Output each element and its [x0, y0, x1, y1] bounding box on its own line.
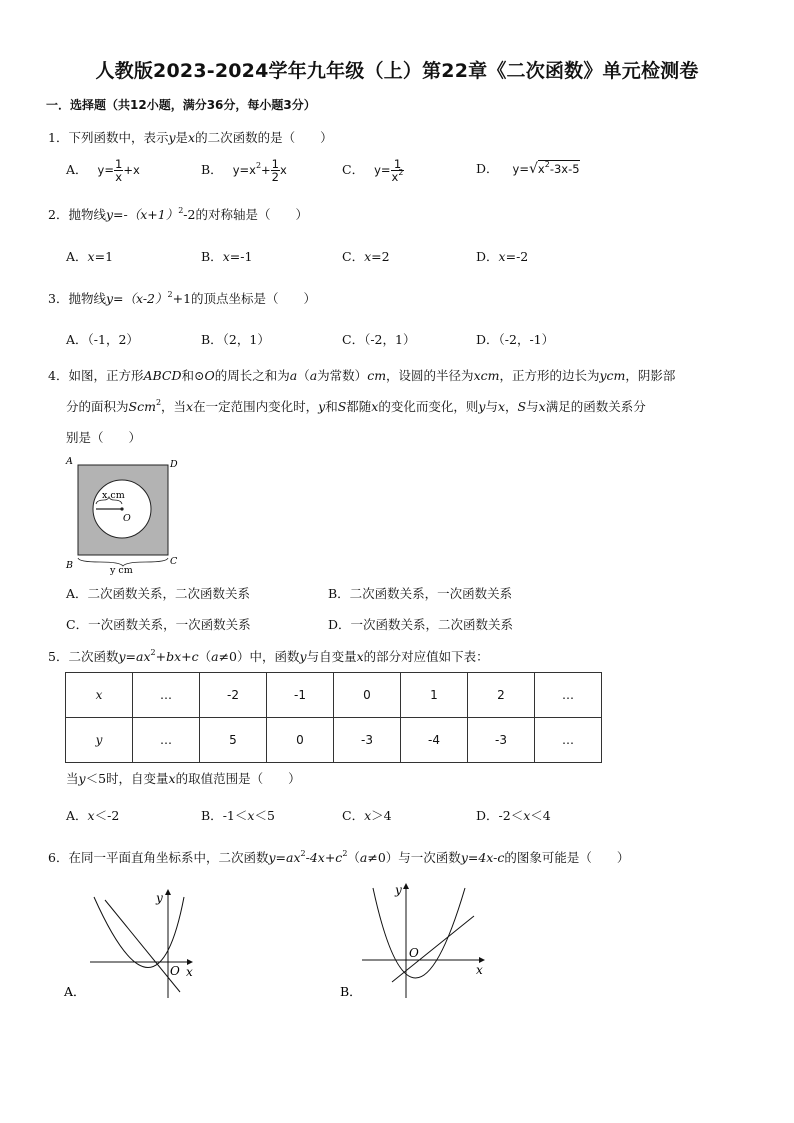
- table-cell: 1: [401, 673, 468, 718]
- graph-b-label: B．: [340, 984, 362, 999]
- vertex-c-label: C: [170, 556, 178, 567]
- parabola-curve: [94, 897, 184, 968]
- graph-a-label: A．: [64, 984, 86, 999]
- question-6-stem: 6．在同一平面直角坐标系中，二次函数$y=ax^2-4x+c^2(a\ne 0)$与一次函数y=4x-c的图象可能是（ ）: [48, 849, 630, 865]
- table-cell: -2: [200, 673, 267, 718]
- table-cell: …: [535, 673, 602, 718]
- vertex-b-label: B: [66, 560, 73, 571]
- side-label: y cm: [110, 565, 133, 576]
- table-cell: y: [66, 718, 133, 763]
- question-4-line-3: 别是（ ）: [66, 430, 142, 445]
- q2-option-b[interactable]: B．x=-1: [201, 249, 253, 264]
- square-circle-figure: [60, 452, 185, 577]
- table-cell: x: [66, 673, 133, 718]
- table-cell: 0: [334, 673, 401, 718]
- q3-option-d[interactable]: D．（-2，-1）: [476, 332, 555, 347]
- x-axis-label: x: [476, 963, 483, 977]
- question-1-stem: 1．下列函数中，表示y是x的二次函数的是（ ）: [48, 130, 333, 145]
- q4-option-b[interactable]: B．二次函数关系，一次函数关系: [328, 586, 513, 601]
- center-label: O: [123, 513, 131, 524]
- table-cell: 5: [200, 718, 267, 763]
- question-5-condition: 当y＜5时，自变量x的取值范围是（ ）: [66, 771, 301, 786]
- q5-option-b[interactable]: B．-1＜x＜5: [201, 808, 275, 823]
- q1-option-a[interactable]: A． y= $\frac{1}{x}$ +x: [66, 157, 140, 184]
- section-heading: 一．选择题（共12小题，满分36分，每小题3分）: [46, 98, 316, 112]
- q4-option-a[interactable]: A．二次函数关系，二次函数关系: [66, 586, 251, 601]
- linear-line: [392, 916, 474, 982]
- y-axis-label: y: [156, 891, 163, 905]
- q2-option-a[interactable]: A．x=1: [66, 249, 114, 264]
- x-axis-label: x: [186, 965, 193, 979]
- q5-option-d[interactable]: D．-2＜x＜4: [476, 808, 551, 823]
- vertex-a-label: A: [66, 456, 73, 467]
- origin-label: O: [170, 964, 180, 978]
- vertex-d-label: D: [170, 459, 178, 470]
- question-4-line-1: 4．如图，正方形ABCD和⊙O的周长之和为a（a为常数）cm，设圆的半径为xcm，正方形的边长为ycm，阴影部: [48, 368, 676, 383]
- q5-option-a[interactable]: A．x＜-2: [66, 808, 120, 823]
- graph-option-a[interactable]: [60, 880, 210, 1005]
- q1-option-b[interactable]: B． $y=x^2+$ $\frac{1}{2}$ x: [201, 157, 287, 184]
- radius-label: x cm: [102, 490, 125, 501]
- sqrt-icon: √: [528, 161, 538, 177]
- table-cell: 2: [468, 673, 535, 718]
- origin-label: O: [409, 946, 419, 960]
- q5-option-c[interactable]: C．x＞4: [342, 808, 392, 823]
- q2-option-d[interactable]: D．x=-2: [476, 249, 529, 264]
- q2-option-c[interactable]: C．x=2: [342, 249, 390, 264]
- value-table: [65, 672, 602, 763]
- question-5-stem: 5．二次函数$y=ax^2+bx+c(a\ne 0)$中，函数y与自变量x的部分对应值如下表：: [48, 648, 489, 664]
- parabola-curve: [373, 888, 465, 978]
- table-cell: …: [535, 718, 602, 763]
- question-4-line-2: 分的面积为Scm$^2$，当x在一定范围内变化时，y和S都随x的变化而变化，则y与x，S与x满足的函数关系分: [66, 398, 646, 414]
- table-cell: 0: [267, 718, 334, 763]
- table-row-x: [66, 673, 602, 718]
- table-cell: -1: [267, 673, 334, 718]
- table-row-y: [66, 718, 602, 763]
- question-2-stem: 2．抛物线$y=-(x+1)^2-2$的对称轴是（ ）: [48, 206, 308, 222]
- question-3-stem: 3．抛物线$y=(x-2)^2+1$的顶点坐标是（ ）: [48, 290, 317, 306]
- q4-option-d[interactable]: D．一次函数关系，二次函数关系: [328, 617, 514, 632]
- q1-option-c[interactable]: C． y= $\frac{1}{x^2}$: [342, 157, 404, 184]
- table-cell: -3: [468, 718, 535, 763]
- graph-option-b[interactable]: [336, 878, 496, 1005]
- q3-option-c[interactable]: C．（-2，1）: [342, 332, 416, 347]
- linear-line: [105, 900, 180, 992]
- table-cell: -3: [334, 718, 401, 763]
- q4-option-c[interactable]: C．一次函数关系，一次函数关系: [66, 617, 251, 632]
- center-point: [120, 507, 123, 510]
- table-cell: …: [133, 718, 200, 763]
- y-axis-label: y: [395, 883, 402, 897]
- table-cell: -4: [401, 718, 468, 763]
- table-cell: …: [133, 673, 200, 718]
- q1-option-d[interactable]: D． $y=√x^2-3x-5$: [476, 160, 580, 177]
- page-title: 人教版2023-2024学年九年级（上）第22章《二次函数》单元检测卷: [95, 60, 699, 82]
- q3-option-a[interactable]: A．（-1，2）: [66, 332, 139, 347]
- q3-option-b[interactable]: B．（2，1）: [201, 332, 270, 347]
